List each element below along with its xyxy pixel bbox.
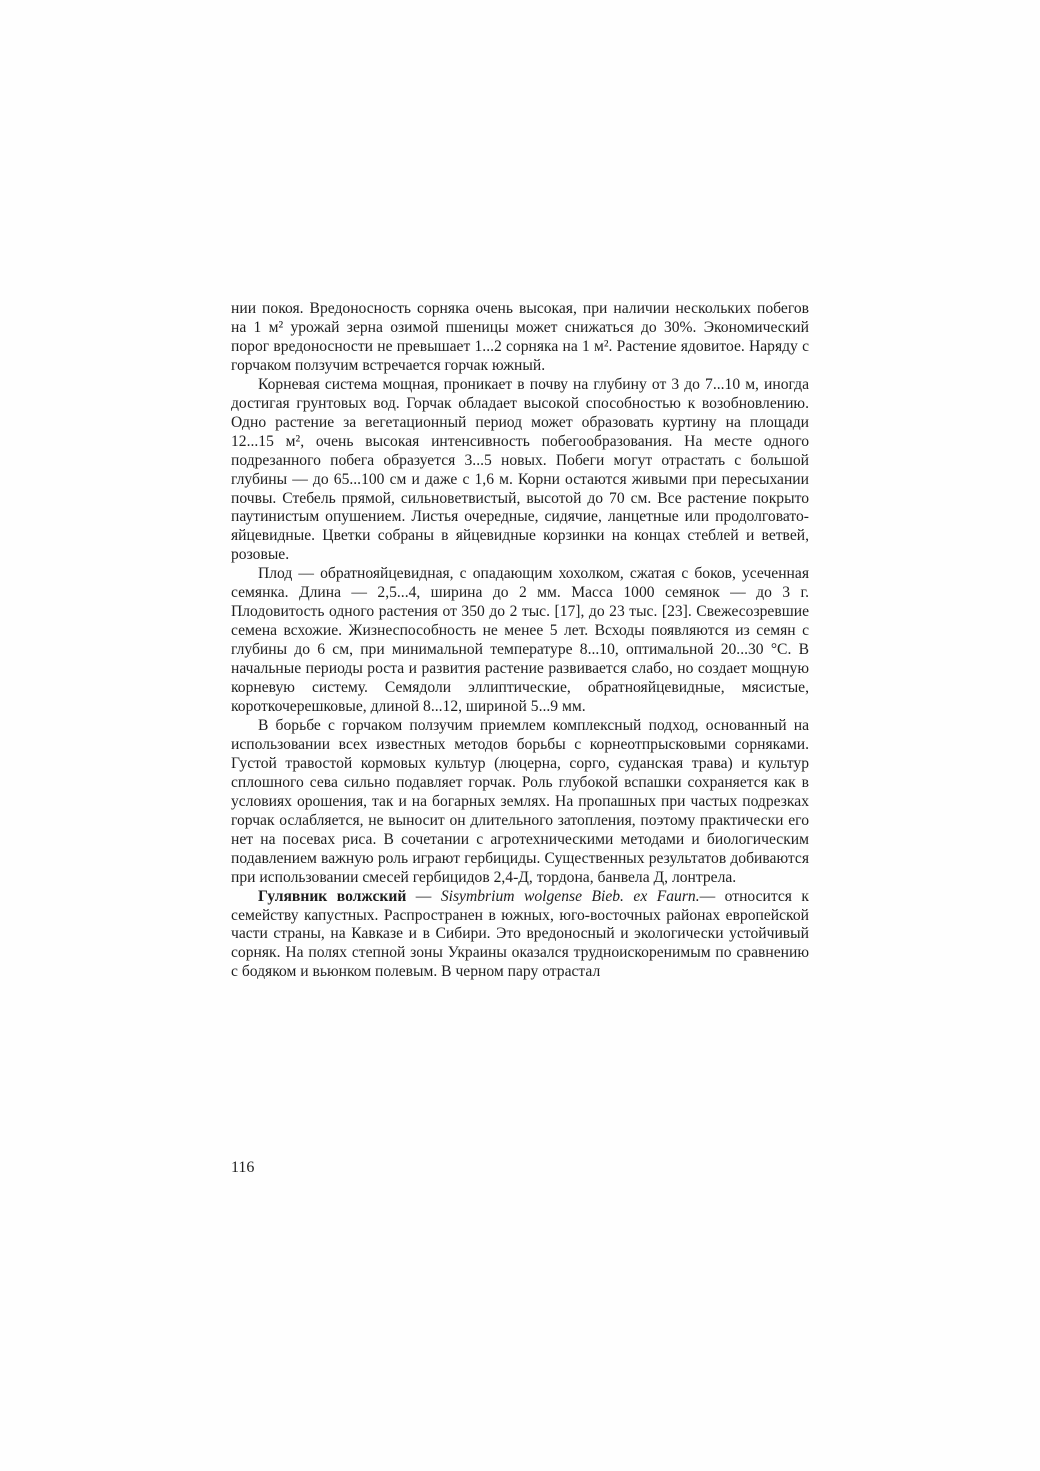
paragraph-2: Корневая система мощная, проникает в почву на глубину от 3 до 7...10 м, иногда достигая грунтовых вод. Горчак обладает высокой способностью к возобновлению. Одно растение за вегетационный период может образовать куртину на площади 12...15 м², очень высокая интенсивность побегообразования. На месте одного подрезанного побега образуется 3...5 новых. Побеги могут отрастать с большой глубины — до 65...100 см и даже с 1,6 м. Корни остаются живыми при пересыхании почвы. Стебель прямой, сильноветвистый, высотой до 70 см. Все растение покрыто паутинистым опушением. Листья очередные, сидячие, ланцетные или продолговато-яйцевидные. Цветки собраны в яйцевидные корзинки на концах стеблей и ветвей, розовые. <box>231 375 809 564</box>
species-dash: — <box>406 887 441 905</box>
page-number: 116 <box>231 1159 255 1176</box>
species-latin-name: Sisymbrium wolgense Bieb. ex Faurn. <box>440 887 700 905</box>
paragraph-1: нии покоя. Вредоносность сорняка очень высокая, при наличии нескольких побегов на 1 м² урожай зерна озимой пшеницы может снижаться до 30%. Экономический порог вредоносности не превышает 1...2 сорняка на 1 м². Растение ядовитое. Наряду с горчаком ползучим встречается горчак южный. <box>231 300 809 374</box>
species-description: — относится к семейству капустных. Распространен в южных, юго-восточных районах европейской части страны, на Кавказе и в Сибири. Это вредоносный и экологически устойчивый сорняк. На полях степной зоны Украины оказался трудноискоренимым по сравнению с бодяком и вьюнком полевым. В черном пару отрастал <box>231 887 810 981</box>
paragraph-5 <box>231 888 809 983</box>
paragraph-4: В борьбе с горчаком ползучим приемлем комплексный подход, основанный на использовании всех известных методов борьбы с корнеотпрысковыми сорняками. Густой травостой кормовых культур (люцерна, сорго, суданская трава) и культур сплошного сева сильно подавляет горчак. Роль глубокой вспашки сохраняется как в условиях орошения, так и на богарных землях. На пропашных при частых подрезках горчак ослабляется, не выносит он длительного затопления, поэтому практически его нет на посевах риса. В сочетании с агротехническими методами и биологическим подавлением важную роль играют гербициды. Существенных результатов добиваются при использовании смесей гербицидов 2,4-Д, тордона, банвела Д, лонтрела. <box>231 716 809 886</box>
species-name: Гулявник волжский <box>258 887 407 905</box>
body-text <box>231 300 809 982</box>
paragraph-3: Плод — обратнояйцевидная, с опадающим хохолком, сжатая с боков, усеченная семянка. Длина — 2,5...4, ширина до 2 мм. Масса 1000 семянок — до 3 г. Плодовитость одного растения от 350 до 2 тыс. [17], до 23 тыс. [23]. Свежесозревшие семена всхожие. Жизнеспособность не менее 5 лет. Всходы появляются из семян с глубины до 6 см, при минимальной температуре 8...10, оптимальной 20...30 °С. В начальные периоды роста и развития растение развивается слабо, но создает мощную корневую систему. Семядоли эллиптические, обратнояйцевидные, мясистые, короткочерешковые, длиной 8...12, шириной 5...9 мм. <box>231 565 809 716</box>
